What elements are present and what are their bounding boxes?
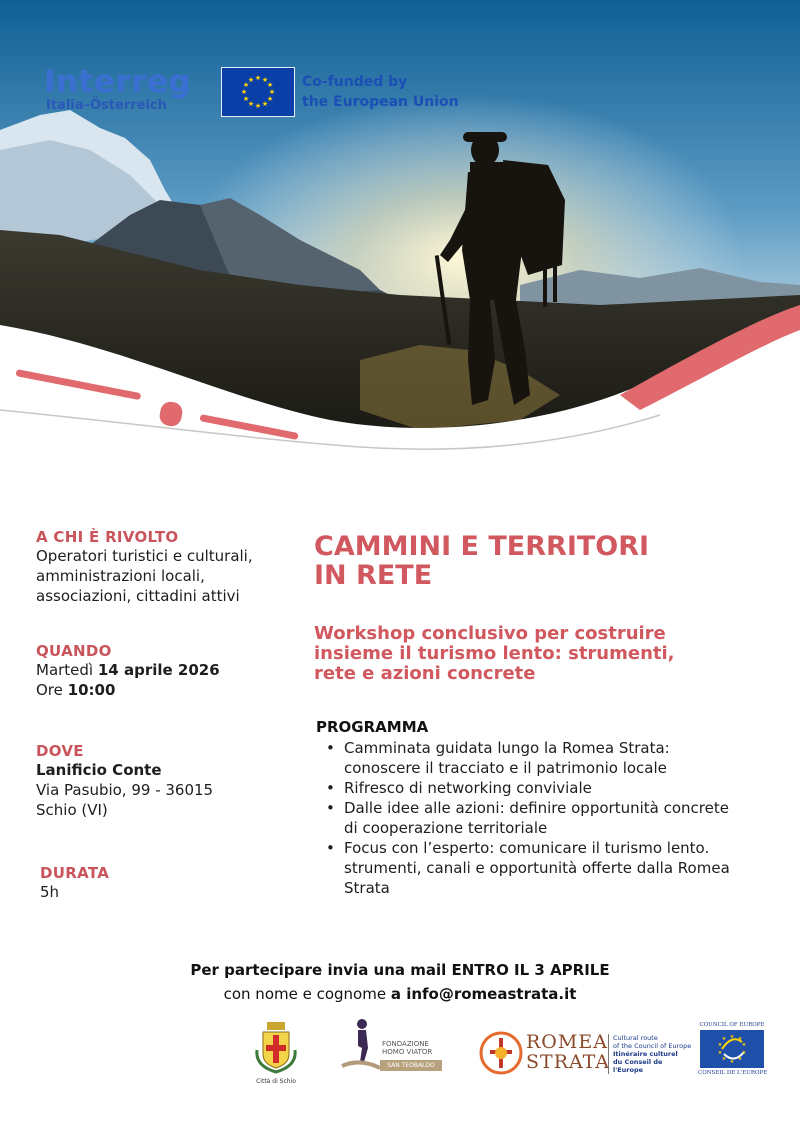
duration-label: DURATA [40, 864, 110, 882]
program-item-3-line2: di cooperazione territoriale [344, 819, 548, 837]
cultural-route-text [613, 1034, 693, 1074]
cultural-route-line3: Itinéraire culturel [613, 1050, 678, 1058]
program-item-3-line1: • Dalle idee alle azioni: definire opportunità concrete [344, 799, 729, 817]
event-info-column [36, 528, 296, 902]
program-heading: PROGRAMMA [316, 718, 429, 736]
cta-line1 [0, 958, 800, 982]
program-list [316, 738, 800, 898]
romea-strata-logo [478, 1030, 611, 1078]
target-line3: associazioni, cittadini attivi [36, 587, 240, 605]
svg-text:★: ★ [266, 95, 274, 103]
program-item [344, 778, 800, 798]
cultural-route-line2: of the Council of Europe [613, 1042, 692, 1050]
svg-text:★: ★ [729, 1034, 735, 1040]
when-date: 14 aprile 2026 [97, 661, 220, 679]
target-line2: amministrazioni locali, [36, 567, 205, 585]
subtitle-line3: rete e azioni concrete [314, 663, 536, 684]
cta-line2-prefix: con nome e cognome [223, 985, 391, 1003]
interreg-region: Italia–Österreich [46, 98, 167, 113]
fondazione-ribbon: SAN TEOBALDO [380, 1060, 442, 1071]
svg-text:★: ★ [741, 1050, 747, 1056]
svg-text:★: ★ [737, 1036, 743, 1042]
eu-cofunded-label [302, 72, 459, 112]
event-title [314, 532, 774, 590]
svg-text:★: ★ [741, 1042, 747, 1048]
when-time-line [36, 680, 296, 700]
subtitle-line2: insieme il turismo lento: strumenti, [314, 643, 675, 664]
svg-text:★: ★ [247, 100, 255, 108]
svg-text:★: ★ [268, 88, 276, 96]
romea-strata-emblem-icon [478, 1030, 524, 1076]
program-item [344, 738, 800, 778]
svg-text:★: ★ [240, 88, 248, 96]
svg-text:★: ★ [254, 74, 262, 82]
interreg-wordmark: Interreg [44, 64, 192, 100]
svg-text:★: ★ [261, 100, 269, 108]
target-label: A CHI È RIVOLTO [36, 528, 179, 546]
program-item [344, 838, 800, 898]
svg-text:★: ★ [729, 1059, 735, 1065]
council-of-europe-logo [698, 1022, 766, 1080]
when-time-prefix: Ore [36, 681, 68, 699]
cta-email[interactable]: a info@romeastrata.it [390, 985, 577, 1003]
citta-di-schio-logo [253, 1020, 299, 1086]
fondazione-text [382, 1040, 432, 1056]
where-label: DOVE [36, 742, 84, 760]
romea-word: ROMEA [526, 1031, 608, 1053]
fondazione-line2: HOMO VIATOR [382, 1048, 433, 1056]
svg-text:★: ★ [266, 81, 274, 89]
where-venue: Lanificio Conte [36, 761, 162, 779]
eu-text-line1: Co-funded by [302, 74, 408, 90]
program-item-4-line2: strumenti, canali e opportunità offerte dalla Romea [344, 859, 730, 877]
program-item-2-line1: • Rifresco di networking conviviale [344, 779, 592, 797]
svg-text:★: ★ [247, 76, 255, 84]
fondazione-line1: FONDAZIONE [382, 1040, 429, 1048]
cta-line2 [0, 982, 800, 1006]
title-line1: CAMMINI E TERRITORI [314, 531, 650, 562]
when-label: QUANDO [36, 642, 112, 660]
program-item-4-line3: Strata [344, 879, 390, 897]
program-item-1-line2: conoscere il tracciato e il patrimonio locale [344, 759, 667, 777]
target-line1: Operatori turistici e culturali, [36, 547, 253, 565]
when-date-line [36, 660, 296, 680]
cultural-route-label [608, 1034, 693, 1074]
svg-text:★: ★ [242, 81, 250, 89]
walking-pilgrim-icon [340, 1018, 380, 1074]
svg-text:★: ★ [737, 1056, 743, 1062]
coe-flag-icon [700, 1030, 764, 1068]
romea-strata-wordmark [526, 1032, 610, 1072]
eu-flag-icon [221, 67, 295, 117]
registration-call-to-action [0, 958, 800, 1006]
subtitle-line1: Workshop conclusivo per costruire [314, 623, 666, 644]
cta-deadline: ENTRO IL 3 APRILE [451, 961, 610, 979]
when-day: Martedì [36, 661, 98, 679]
where-city: Schio (VI) [36, 801, 108, 819]
event-subtitle [314, 624, 784, 684]
eu-text-line2: the European Union [302, 94, 459, 110]
program-item-4-line1: • Focus con l’esperto: comunicare il turismo lento. [344, 839, 710, 857]
cultural-route-line4: du Conseil de l'Europe [613, 1058, 663, 1074]
strata-word: STRATA [526, 1051, 611, 1073]
fondazione-homo-viator-logo [340, 1018, 450, 1074]
duration-value: 5h [40, 883, 60, 901]
where-street: Via Pasubio, 99 - 36015 [36, 781, 214, 799]
cta-line1-prefix: Per partecipare invia una mail [190, 961, 452, 979]
schio-coat-of-arms-icon [253, 1020, 299, 1074]
title-line2: IN RETE [314, 560, 433, 591]
svg-text:★: ★ [721, 1056, 727, 1062]
svg-text:★: ★ [261, 76, 269, 84]
interreg-logo [44, 66, 191, 114]
cultural-route-line1: Cultural route [613, 1034, 658, 1042]
svg-text:★: ★ [717, 1050, 723, 1056]
svg-text:★: ★ [721, 1036, 727, 1042]
program-item [344, 798, 800, 838]
svg-text:★: ★ [242, 95, 250, 103]
when-time: 10:00 [67, 681, 116, 699]
svg-text:★: ★ [254, 102, 262, 110]
coe-top-text: COUNCIL OF EUROPE [699, 1022, 765, 1028]
coe-bottom-text: CONSEIL DE L'EUROPE [698, 1070, 768, 1076]
program-item-1-line1: • Camminata guidata lungo la Romea Strata: [344, 739, 670, 757]
schio-caption: Città di Schio [256, 1078, 296, 1085]
svg-text:★: ★ [717, 1042, 723, 1048]
